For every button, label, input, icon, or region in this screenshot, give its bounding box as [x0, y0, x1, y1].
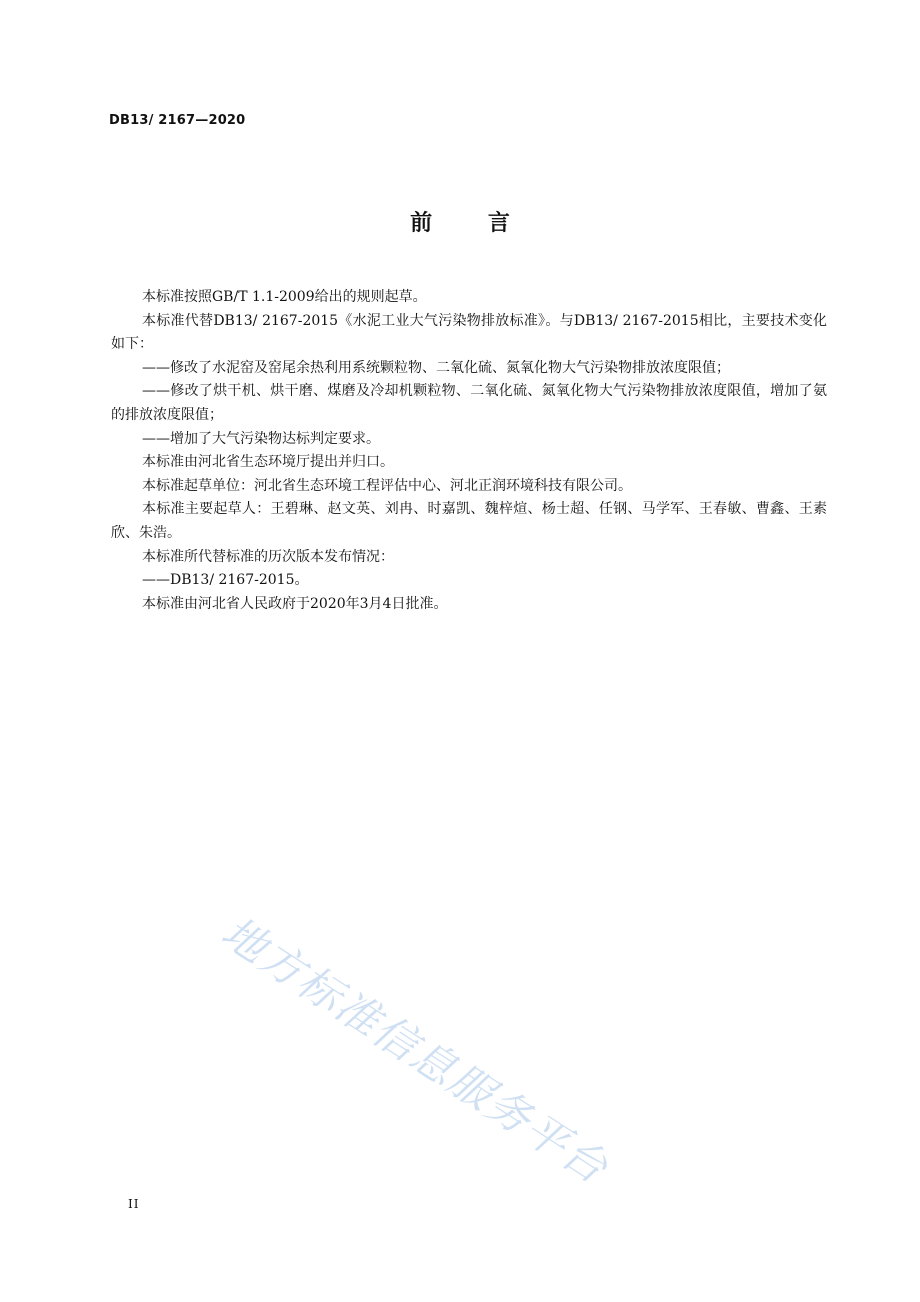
document-code: DB13/ 2167—2020 — [109, 113, 246, 128]
page-number: II — [128, 1197, 140, 1211]
paragraph: 本标准由河北省人民政府于2020年3月4日批准。 — [142, 595, 448, 612]
watermark: 地方标准信息服务平台 — [212, 907, 618, 1195]
paragraph: ——增加了大气污染物达标判定要求。 — [142, 430, 380, 447]
page-title: 前 言 — [410, 211, 534, 236]
paragraph: ——修改了烘干机、烘干磨、煤磨及冷却机颗粒物、二氧化硫、氮氧化物大气污染物排放浓度限值，增加了氨的排放浓度限值； — [111, 383, 827, 423]
paragraph: 本标准代替DB13/ 2167-2015《水泥工业大气污染物排放标准》。与DB13/ 2167-2015相比，主要技术变化如下： — [111, 312, 827, 353]
foreword-body — [111, 286, 827, 616]
paragraph: 本标准由河北省生态环境厅提出并归口。 — [142, 454, 394, 471]
paragraph: ——DB13/ 2167-2015。 — [142, 572, 309, 589]
paragraph: 本标准起草单位：河北省生态环境工程评估中心、河北正润环境科技有限公司。 — [142, 477, 632, 494]
paragraph: 本标准所代替标准的历次版本发布情况： — [142, 548, 394, 565]
paragraph: ——修改了水泥窑及窑尾余热利用系统颗粒物、二氧化硫、氮氧化物大气污染物排放浓度限值； — [142, 359, 730, 376]
paragraph: 本标准按照GB/T 1.1-2009给出的规则起草。 — [142, 289, 427, 305]
paragraph: 本标准主要起草人：王碧琳、赵文英、刘冉、时嘉凯、魏梓煊、杨士超、任钢、马学军、王春敏、曹鑫、王素欣、朱浩。 — [111, 501, 827, 541]
